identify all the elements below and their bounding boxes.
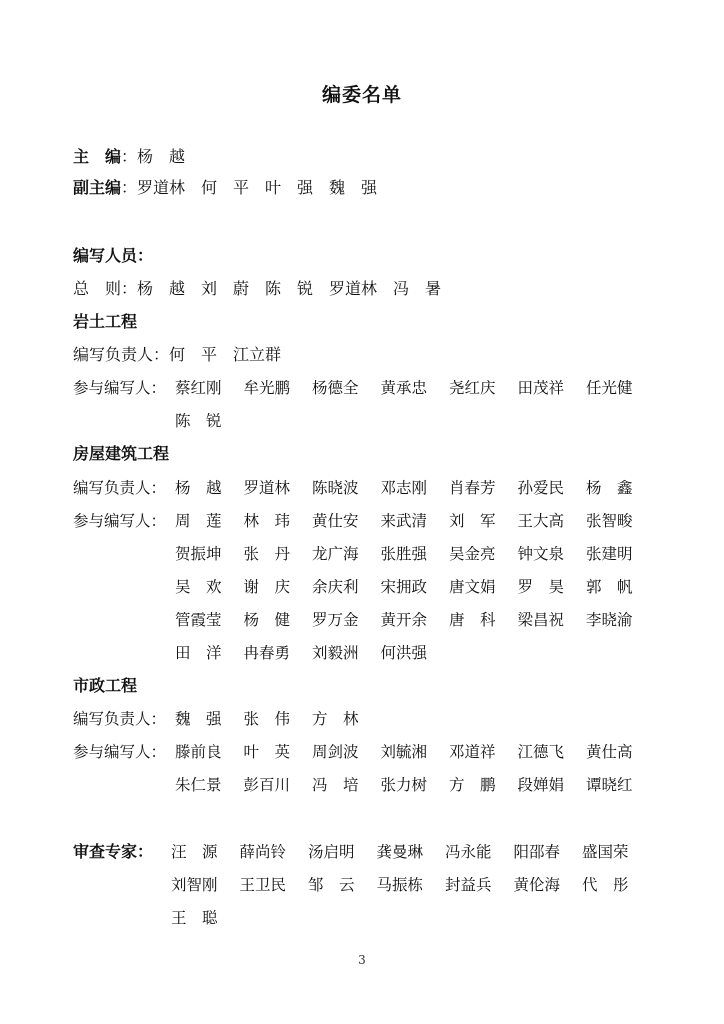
building-participants-row <box>175 509 655 533</box>
geotech-participants-row <box>175 376 655 400</box>
name-cell: 唐 科 <box>449 611 496 629</box>
page-number: 3 <box>358 953 366 967</box>
name-cell: 田茂祥 <box>517 379 565 397</box>
name-cell: 张 伟 <box>243 710 291 728</box>
name-cell: 张智畯 <box>586 512 633 530</box>
name-cell: 邓志刚 <box>380 479 428 497</box>
name-cell: 唐文娟 <box>449 578 496 596</box>
building-heading: 房屋建筑工程 <box>73 444 170 463</box>
name-cell: 陈 锐 <box>175 412 222 430</box>
name-cell: 尧红庆 <box>449 379 496 397</box>
general-line <box>73 277 441 301</box>
building-participants-label: 参与编写人： <box>73 512 167 530</box>
municipal-lead-row <box>175 707 381 731</box>
name-cell: 黄伦海 <box>513 876 561 894</box>
name-cell: 谭晓红 <box>586 776 633 794</box>
name-cell: 罗万金 <box>312 611 359 629</box>
name-cell: 管霞莹 <box>175 611 222 629</box>
name-cell: 张建明 <box>586 545 633 563</box>
name-cell: 龚曼琳 <box>376 843 424 861</box>
name-cell: 段婵娟 <box>517 776 565 794</box>
reviewers-label: 审查专家： <box>73 842 154 861</box>
name-cell: 张胜强 <box>380 545 428 563</box>
name-cell: 牟光鹏 <box>243 379 291 397</box>
writers-heading: 编写人员： <box>73 246 154 265</box>
name-cell: 方 林 <box>312 710 359 728</box>
reviewers-row <box>171 840 651 864</box>
name-cell: 邓道祥 <box>449 743 496 761</box>
name-cell: 封益兵 <box>445 876 492 894</box>
name-cell: 冉春勇 <box>243 644 291 662</box>
name-cell: 薛尚铃 <box>239 843 287 861</box>
building-participants-row <box>175 575 655 599</box>
name-cell: 孙爱民 <box>517 479 565 497</box>
name-cell: 代 彤 <box>582 876 629 894</box>
municipal-participants-label: 参与编写人： <box>73 743 167 761</box>
municipal-participants-row <box>175 740 655 764</box>
building-lead-label: 编写负责人： <box>73 479 167 497</box>
name-cell: 张 丹 <box>243 545 291 563</box>
name-cell: 田 洋 <box>175 644 222 662</box>
name-cell: 杨 越 <box>175 479 222 497</box>
general-names: 杨 越 刘 蔚 陈 锐 罗道林 冯 暑 <box>137 279 442 298</box>
page-title: 编委名单 <box>321 84 402 106</box>
name-cell: 王 聪 <box>171 909 218 927</box>
name-cell: 吴 欢 <box>175 578 222 596</box>
name-cell: 何洪强 <box>380 644 428 662</box>
building-participants-row <box>175 608 655 632</box>
geotech-lead-names: 何 平 江立群 <box>169 345 282 364</box>
name-cell: 杨德全 <box>312 379 359 397</box>
name-cell: 朱仁景 <box>175 776 222 794</box>
chief-editor-colon: ： <box>121 147 138 166</box>
name-cell: 余庆利 <box>312 578 359 596</box>
municipal-heading: 市政工程 <box>73 676 138 695</box>
name-cell: 谢 庆 <box>243 578 291 596</box>
name-cell: 张力树 <box>380 776 428 794</box>
name-cell: 王卫民 <box>239 876 287 894</box>
name-cell: 汤启明 <box>308 843 355 861</box>
name-cell: 郭 帆 <box>586 578 633 596</box>
name-cell: 彭百川 <box>243 776 291 794</box>
name-cell: 王大高 <box>517 512 565 530</box>
name-cell: 刘智刚 <box>171 876 218 894</box>
chief-editor-line <box>73 145 185 169</box>
building-participants-row <box>175 542 655 566</box>
name-cell: 宋拥政 <box>380 578 428 596</box>
building-lead-row <box>175 476 655 500</box>
name-cell: 蔡红刚 <box>175 379 222 397</box>
name-cell: 贺振坤 <box>175 545 222 563</box>
name-cell: 黄仕安 <box>312 512 359 530</box>
deputy-editor-line <box>73 176 377 200</box>
chief-editor-names: 杨 越 <box>137 147 186 166</box>
name-cell: 邹 云 <box>308 876 355 894</box>
name-cell: 刘毅洲 <box>312 644 359 662</box>
name-cell: 杨 鑫 <box>586 479 633 497</box>
name-cell: 刘毓湘 <box>380 743 428 761</box>
name-cell: 林 玮 <box>243 512 291 530</box>
geotech-participants-label: 参与编写人： <box>73 379 167 397</box>
name-cell: 汪 源 <box>171 843 218 861</box>
name-cell: 刘 军 <box>449 512 496 530</box>
name-cell: 马振栋 <box>376 876 424 894</box>
name-cell: 周剑波 <box>312 743 359 761</box>
name-cell: 魏 强 <box>175 710 222 728</box>
name-cell: 滕前良 <box>175 743 222 761</box>
reviewers-row <box>171 873 651 897</box>
name-cell: 盛国荣 <box>582 843 629 861</box>
name-cell: 梁昌祝 <box>517 611 565 629</box>
name-cell: 任光健 <box>586 379 633 397</box>
name-cell: 罗 昊 <box>517 578 565 596</box>
chief-editor-label: 主 编 <box>73 147 122 166</box>
name-cell: 黄承忠 <box>380 379 428 397</box>
name-cell: 叶 英 <box>243 743 291 761</box>
name-cell: 冯永能 <box>445 843 492 861</box>
deputy-editor-names: 罗道林 何 平 叶 强 魏 强 <box>137 178 378 197</box>
building-participants-row <box>175 641 449 665</box>
name-cell: 冯 培 <box>312 776 359 794</box>
general-label: 总 则： <box>73 279 138 298</box>
name-cell: 肖春芳 <box>449 479 496 497</box>
name-cell: 吴金亮 <box>449 545 496 563</box>
reviewers-row <box>171 906 240 930</box>
name-cell: 江德飞 <box>517 743 565 761</box>
deputy-editor-label: 副主编 <box>73 178 122 197</box>
name-cell: 周 莲 <box>175 512 222 530</box>
municipal-lead-label: 编写负责人： <box>73 710 167 728</box>
name-cell: 黄开余 <box>380 611 428 629</box>
name-cell: 杨 健 <box>243 611 291 629</box>
deputy-editor-colon: ： <box>121 178 138 197</box>
name-cell: 钟文泉 <box>517 545 565 563</box>
name-cell: 陈晓波 <box>312 479 359 497</box>
geotech-participants-row <box>175 409 244 433</box>
geotech-heading: 岩土工程 <box>73 312 138 331</box>
name-cell: 方 鹏 <box>449 776 496 794</box>
name-cell: 黄仕高 <box>586 743 633 761</box>
name-cell: 龙广海 <box>312 545 359 563</box>
name-cell: 罗道林 <box>243 479 291 497</box>
name-cell: 李晓渝 <box>586 611 633 629</box>
name-cell: 来武清 <box>380 512 428 530</box>
geotech-lead-label: 编写负责人： <box>73 345 170 364</box>
name-cell: 阳邵春 <box>513 843 561 861</box>
geotech-lead-line <box>73 343 281 367</box>
municipal-participants-row <box>175 773 655 797</box>
